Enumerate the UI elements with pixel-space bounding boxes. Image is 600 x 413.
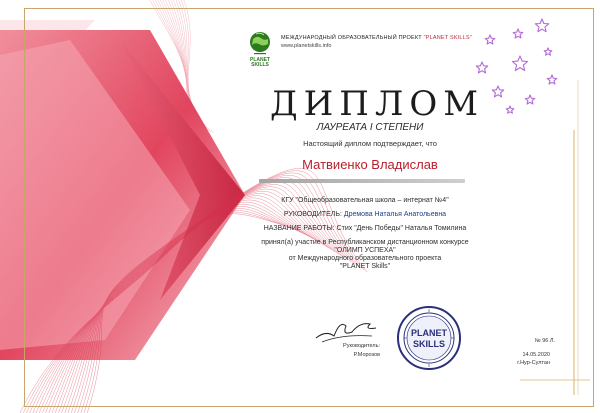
signature-name: Р.Морозов [353,352,380,358]
signature-image [312,312,382,346]
globe-logo-icon [248,30,272,60]
logo-text-line2: SKILLS [251,62,269,68]
recipient-name: Матвиенко Владислав [302,157,438,172]
signature-role: Руководитель: [343,343,380,349]
diploma-subtitle: ЛАУРЕАТА I СТЕПЕНИ [316,122,424,133]
project-line: от Международного образовательного проекта [288,255,442,262]
project-name-line: "PLANET Skills" [339,263,391,270]
contest-name: "ОЛИМП УСПЕХА" [334,247,396,254]
work-line [230,224,500,233]
issue-city: г.Нур-Султан [517,360,550,366]
project-url: www.planetskills.info [281,43,332,49]
diploma-title: ДИПЛОМ [270,84,485,124]
project-prefix: МЕЖДУНАРОДНЫЙ ОБРАЗОВАТЕЛЬНЫЙ ПРОЕКТ [281,35,422,41]
leader-line [230,210,500,219]
school-line: КГУ "Общеобразовательная школа – интернат №4" [281,197,449,204]
name-underline [259,179,465,183]
participation-line: принял(а) участие в Республиканском дистанционном конкурсе [261,239,469,246]
confirm-text: Настоящий диплом подтверждает, что [303,139,437,148]
project-header [281,35,472,41]
leader-label: РУКОВОДИТЕЛЬ: [283,211,342,218]
stamp-text-top: PLANET [411,328,447,338]
issue-date: 14.05.2020 [522,352,550,358]
work-label: НАЗВАНИЕ РАБОТЫ: [263,225,335,232]
logo-text [244,58,276,68]
work-title: Стих "День Победы" Наталья Томилина [336,225,467,232]
project-name: "PLANET SKILLS" [423,35,472,41]
logo-text-line1: PLANET [250,57,270,63]
leader-name: Дремова Наталья Анатольевна [343,211,447,218]
stamp-image [396,305,462,371]
stamp-text-bottom: SKILLS [412,339,446,349]
diploma-number: № 96 Л. [534,338,555,344]
